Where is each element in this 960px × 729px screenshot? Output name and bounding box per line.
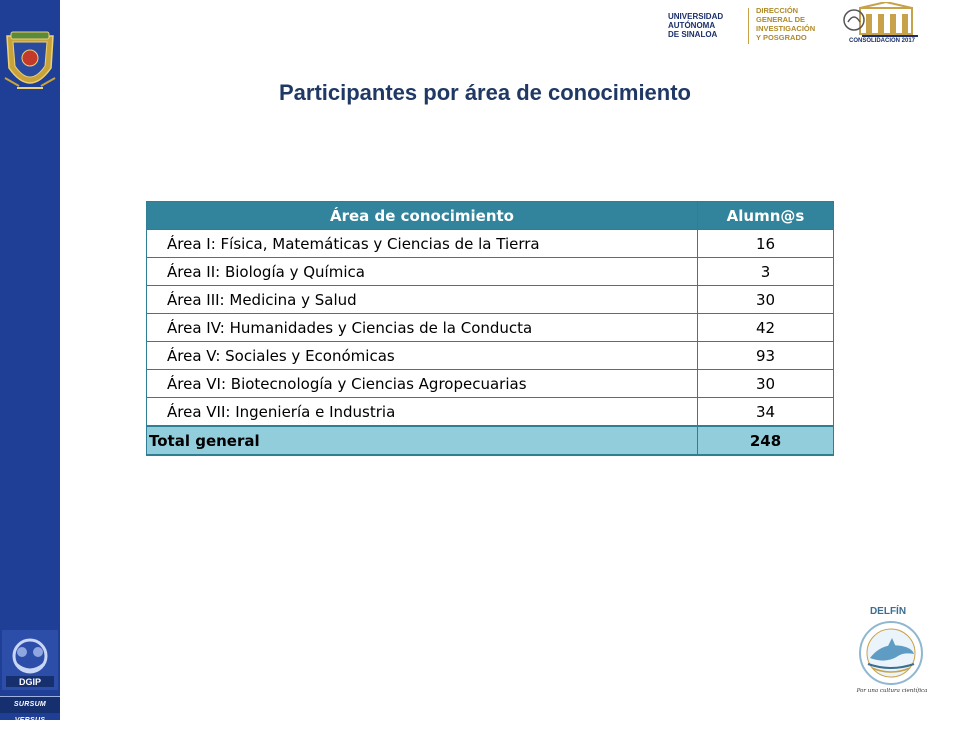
count-cell: 93 (698, 342, 834, 370)
total-count-cell: 248 (698, 426, 834, 455)
sidebar-motto: SURSUM VERSUS (0, 696, 60, 713)
table-total-row (147, 426, 834, 455)
count-cell: 34 (698, 398, 834, 427)
count-cell: 3 (698, 258, 834, 286)
consolidation-text: CONSOLIDACIÓN 2017 (848, 38, 915, 44)
participants-table (146, 201, 834, 456)
count-cell: 30 (698, 370, 834, 398)
count-cell: 42 (698, 314, 834, 342)
uas-logo-text: UNIVERSIDAD AUTÓNOMA DE SINALOA (668, 12, 724, 39)
column-header-area: Área de conocimiento (147, 202, 698, 230)
area-cell: Área VII: Ingeniería e Industria (147, 398, 698, 427)
table-row (147, 342, 834, 370)
column-header-count: Alumn@s (698, 202, 834, 230)
dgip-logo-text: DGIP (18, 677, 42, 687)
area-cell: Área III: Medicina y Salud (147, 286, 698, 314)
table-row (147, 314, 834, 342)
delfin-tagline: Por una cultura científica (856, 688, 928, 694)
table-row (147, 230, 834, 258)
sidebar-footer (0, 626, 60, 724)
delfin-logo (852, 606, 932, 702)
table-row (147, 258, 834, 286)
dgip-logo-icon (2, 630, 58, 690)
table-header-row (147, 202, 834, 230)
logo-divider (748, 8, 749, 44)
count-cell: 30 (698, 286, 834, 314)
area-cell: Área IV: Humanidades y Ciencias de la Conducta (147, 314, 698, 342)
table-row (147, 286, 834, 314)
area-cell: Área V: Sociales y Económicas (147, 342, 698, 370)
table-row (147, 370, 834, 398)
table-row (147, 398, 834, 427)
area-cell: Área I: Física, Matemáticas y Ciencias de la Tierra (147, 230, 698, 258)
left-sidebar (0, 0, 60, 724)
header-logos (660, 2, 960, 50)
count-cell: 16 (698, 230, 834, 258)
dolphin-icon (858, 620, 924, 686)
area-cell: Área II: Biología y Química (147, 258, 698, 286)
delfin-label: DELFÍN (869, 606, 907, 617)
total-label-cell: Total general (147, 426, 698, 455)
area-cell: Área VI: Biotecnología y Ciencias Agropecuarias (147, 370, 698, 398)
page-title: Participantes por área de conocimiento (278, 80, 691, 105)
dgip-header-text: DIRECCIÓN GENERAL DE INVESTIGACIÓN Y POSGRADO (756, 6, 816, 42)
